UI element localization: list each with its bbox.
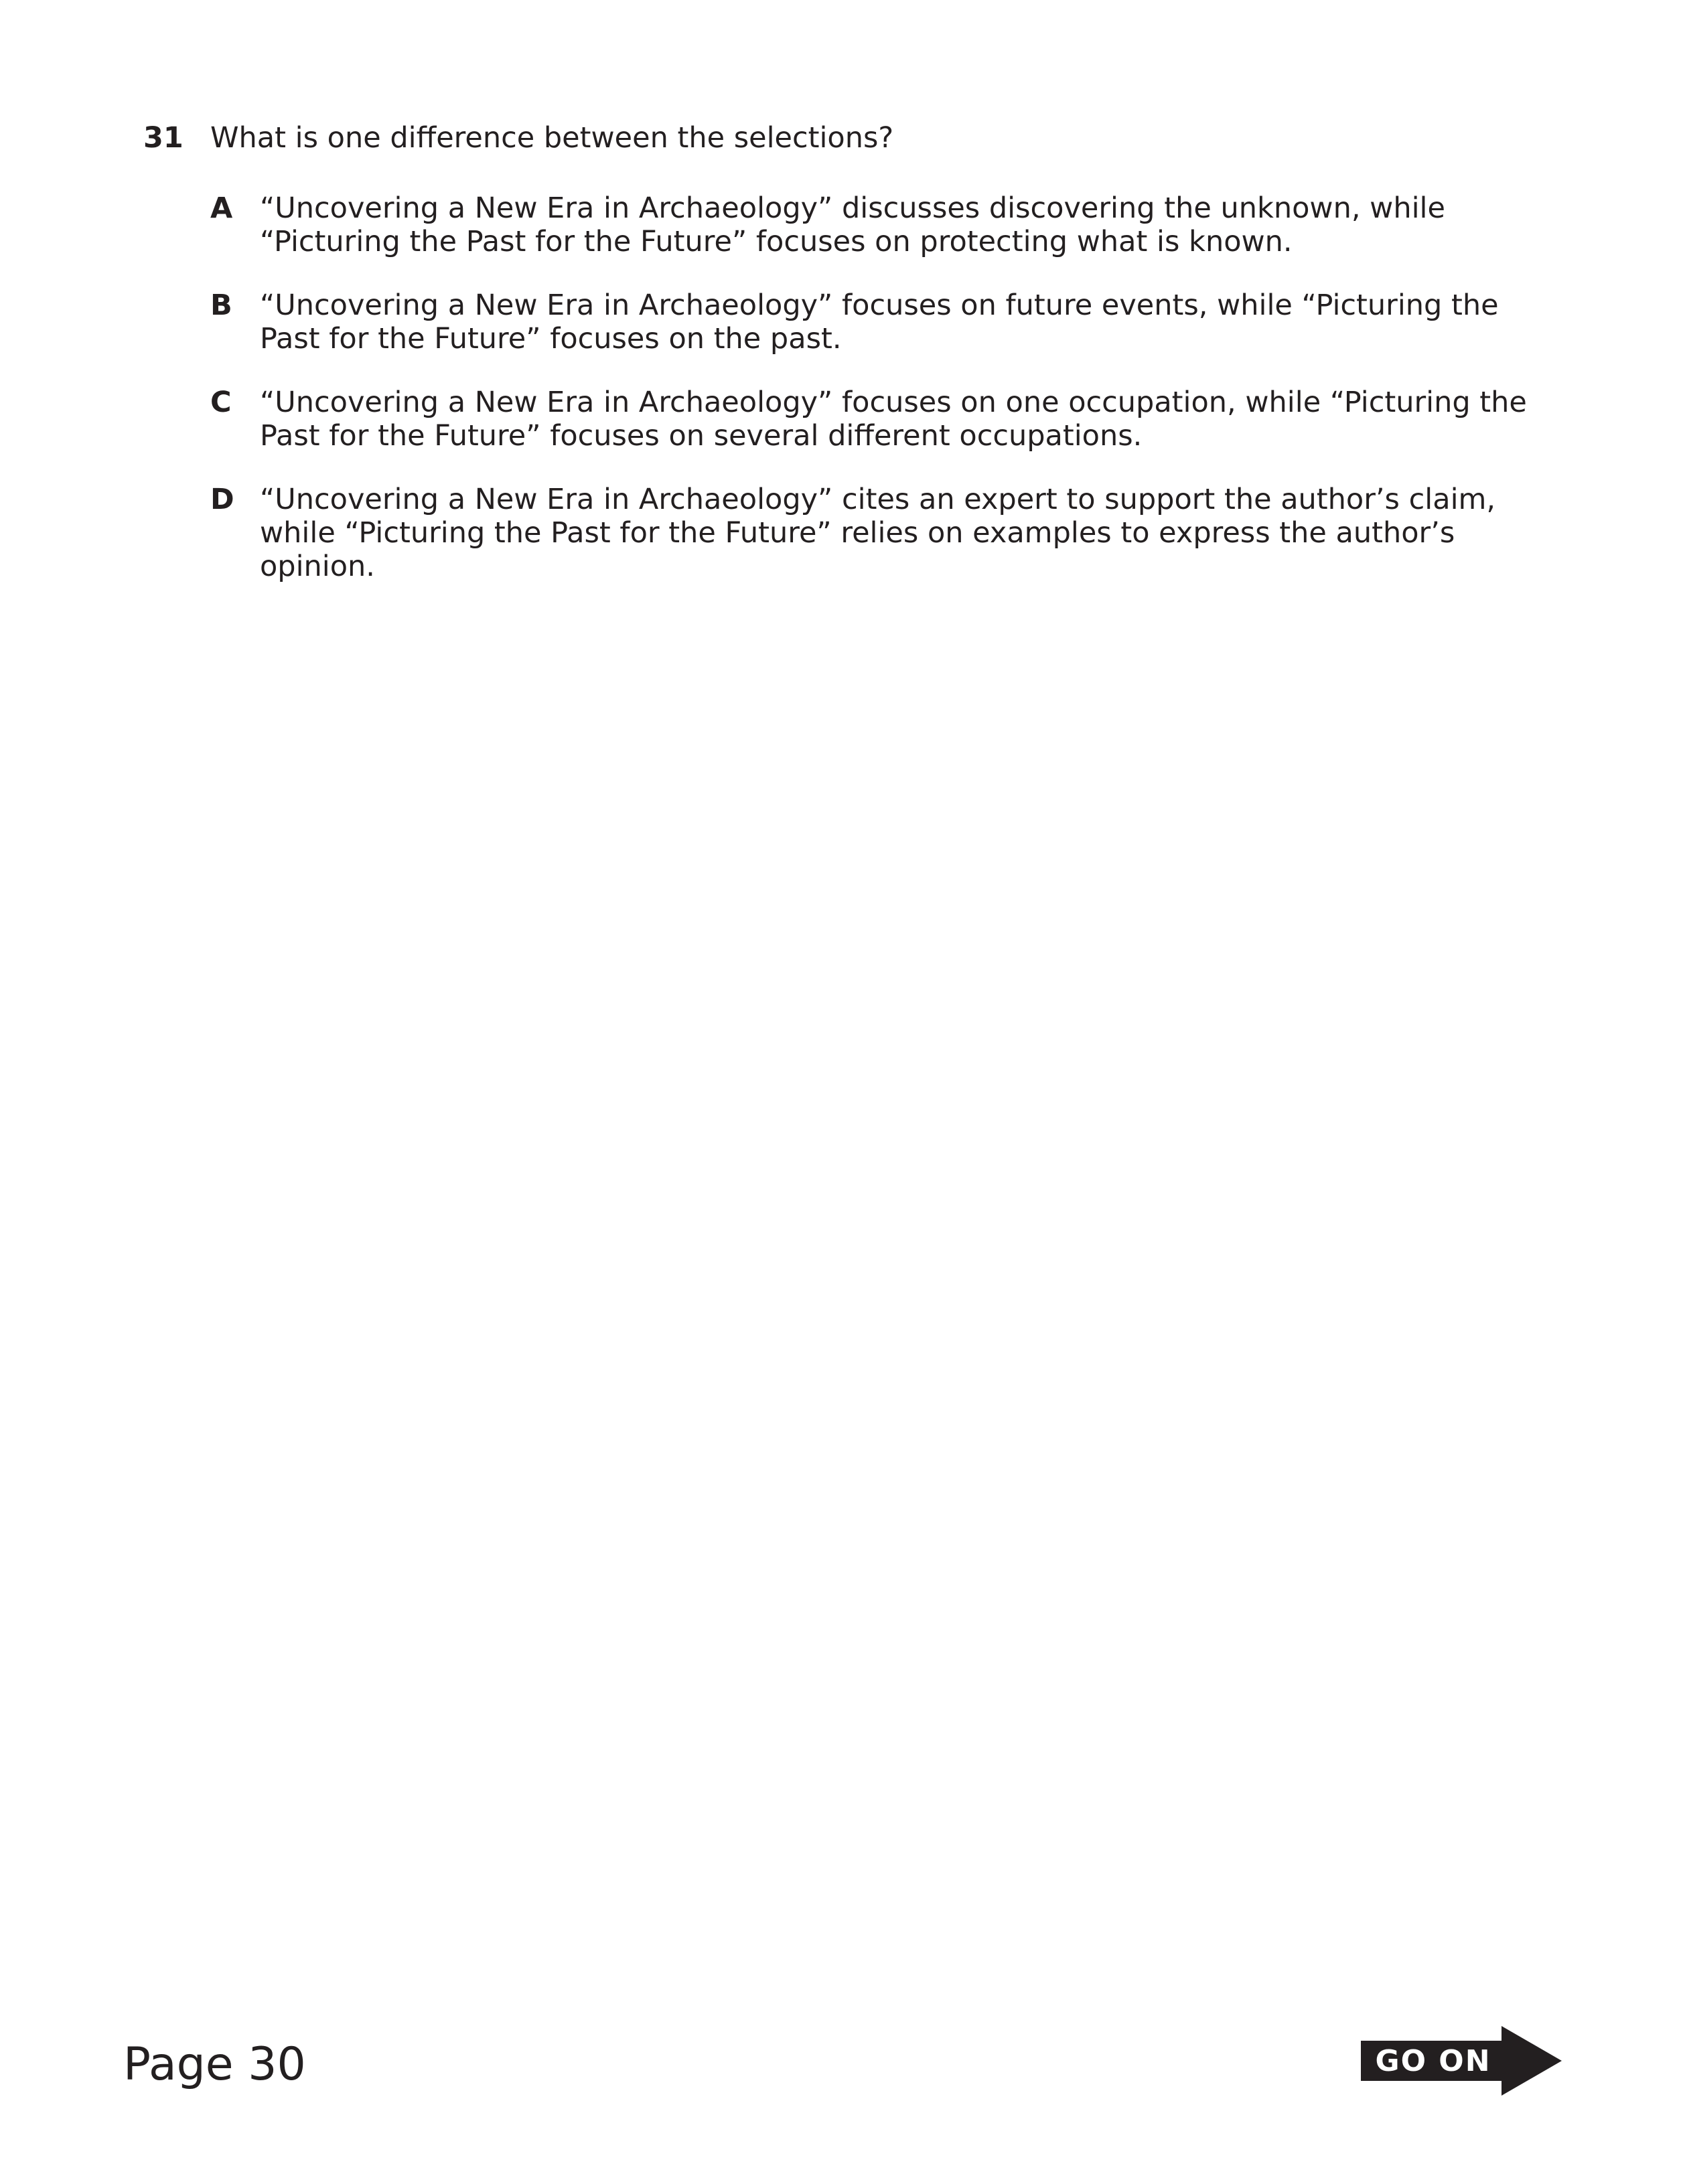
question-stem: What is one difference between the selections?	[210, 121, 894, 155]
option-letter: A	[210, 191, 233, 225]
option-letter: B	[210, 289, 232, 322]
go-on-indicator	[1361, 2026, 1562, 2096]
option-letter: D	[210, 483, 234, 516]
question-31	[143, 119, 1550, 613]
question-number: 31	[143, 121, 184, 155]
answer-option-d[interactable]	[210, 483, 1550, 583]
answer-option-c[interactable]	[210, 386, 1550, 453]
answer-options	[210, 191, 1550, 583]
option-text: “Uncovering a New Era in Archaeology” focuses on future events, while “Picturing the Past for the Future” focuses on the past.	[260, 289, 1499, 356]
option-letter: C	[210, 386, 232, 419]
question-header	[143, 119, 1550, 157]
answer-option-a[interactable]	[210, 191, 1550, 258]
option-text: “Uncovering a New Era in Archaeology” cites an expert to support the author’s claim, while “Picturing the Past for the Future” relies on examples to express the author’s opinion.	[260, 483, 1496, 583]
option-text: “Uncovering a New Era in Archaeology” discusses discovering the unknown, while “Picturing the Past for the Future” focuses on protecting what is known.	[260, 191, 1445, 258]
page-number: Page 30	[123, 2038, 306, 2091]
answer-option-b[interactable]	[210, 289, 1550, 356]
go-on-label: GO ON	[1375, 2044, 1491, 2078]
option-text: “Uncovering a New Era in Archaeology” focuses on one occupation, while “Picturing the Past for the Future” focuses on several different occupations.	[260, 386, 1527, 453]
